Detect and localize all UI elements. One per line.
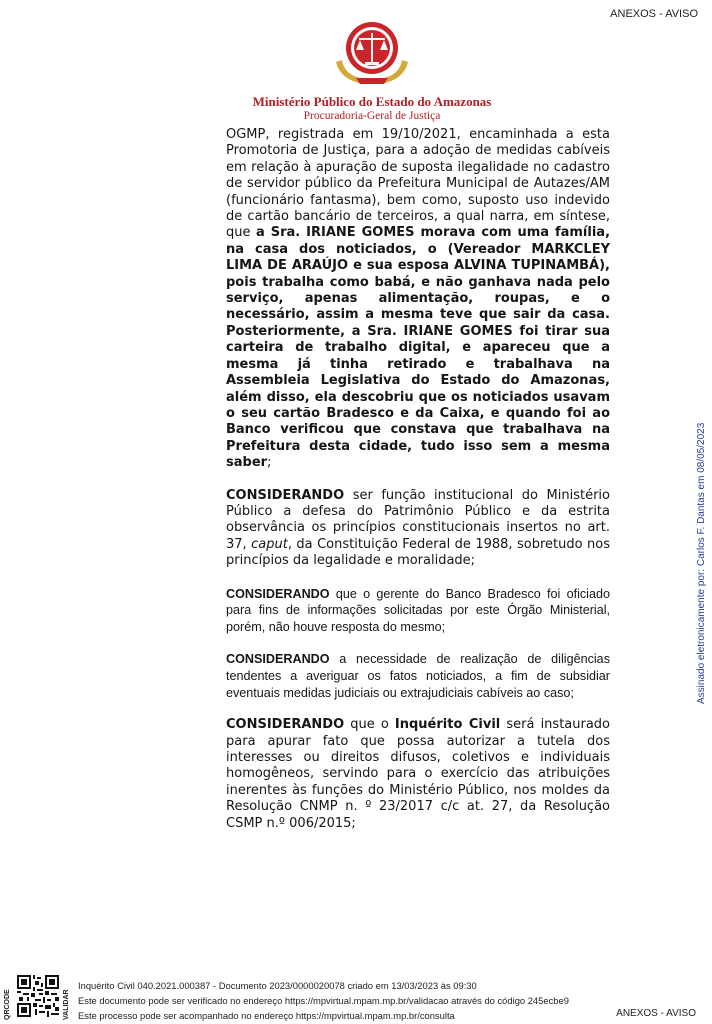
institution-name: Ministério Público do Estado do Amazonas xyxy=(252,94,492,109)
considerando-text: que o xyxy=(344,717,395,733)
intro-text: OGMP, registrada em 19/10/2021, encaminhada a esta Promotoria de Justiça, para a adoção de medidas cabíveis em relação à apuração de suposta ilegalidade no cadastro de servidor público da Prefeitura Municipal de Autazes/AM (funcionário fantasma), bem como, suposto uso indevido de cartão bancário de terceiros, a qual narra, em síntese, que xyxy=(226,127,610,241)
intro-end-text: ; xyxy=(267,455,272,471)
considerando-lead: CONSIDERANDO xyxy=(226,652,330,667)
document-body xyxy=(226,127,610,832)
considerando-italic: caput xyxy=(251,536,288,552)
qr-code-icon[interactable] xyxy=(17,975,59,1017)
considerando-bold: Inquérito Civil xyxy=(394,717,501,733)
considerando-lead: CONSIDERANDO xyxy=(226,487,345,503)
department-name: Procuradoria-Geral de Justiça xyxy=(303,110,441,122)
considerando-text: ser função institucional do Ministério Público a defesa do Patrimônio Público e da estrita observância os princípios constitucionais insertos no art. 37, xyxy=(226,487,610,552)
footer-validation-link[interactable]: Este documento pode ser verificado no endereço https://mpvirtual.mpam.mp.br/validacao através do código 245ecbe9 xyxy=(78,995,569,1006)
considerando-2 xyxy=(226,586,610,636)
institution-seal-icon xyxy=(330,18,414,88)
considerando-3 xyxy=(226,651,610,701)
footer xyxy=(78,978,688,1023)
considerando-lead: CONSIDERANDO xyxy=(226,586,330,601)
qr-label-right: VALIDAR xyxy=(63,989,70,1020)
considerando-text: a necessidade de realização de diligências tendentes a averiguar os fatos noticiados, a fim de subsidiar eventuais medidas judiciais ou extrajudiciais cabíveis ao caso; xyxy=(226,652,610,700)
intro-paragraph xyxy=(226,127,610,472)
top-right-label: ANEXOS - AVISO xyxy=(610,8,698,20)
page-mark: ANEXOS - AVISO xyxy=(616,1008,696,1019)
considerando-lead: CONSIDERANDO xyxy=(226,717,345,733)
footer-document-info: Inquérito Civil 040.2021.000387 - Documento 2023/0000020078 criado em 13/03/2023 às 09:30 xyxy=(78,980,477,991)
considerando-4 xyxy=(226,717,610,832)
considerando-text: que o gerente do Banco Bradesco foi oficiado para fins de informações solicitadas por este Órgão Ministerial, porém, não houve resposta do mesmo; xyxy=(226,586,610,634)
considerando-text-end: será instaurado para apurar fato que possa autorizar a tutela dos interesses ou direitos difusos, coletivos e individuais homogêneos, servindo para o exercício das atribuições inerentes às funções do Ministério Público, nos moldes da Resolução CNMP n. º 23/2017 c/c at. 27, da Resolução CSMP n.º 006/2015; xyxy=(226,717,611,831)
footer-tracking-link[interactable]: Este processo pode ser acompanhado no endereço https://mpvirtual.mpam.mp.br/consulta xyxy=(78,1010,455,1021)
considerando-text-end: , da Constituição Federal de 1988, sobretudo nos princípios da legalidade e moralidade; xyxy=(226,536,610,569)
electronic-signature: Assinado eletronicamente por: Carlos F. Dantas em 08/05/2023 xyxy=(696,422,707,704)
considerando-1 xyxy=(226,488,610,570)
qr-label-left: QRCODE xyxy=(4,989,11,1020)
intro-bold-text: a Sra. IRIANE GOMES morava com uma família, na casa dos noticiados, o (Vereador MARKCLEY LIMA DE ARAÚJO e sua esposa ALVINA TUPINAMBÁ), pois trabalha como babá, e não ganhava nada pelo serviço, apenas alimentação, roupas, e o necessário, assim a mesma teve que sair da casa. Posteriormente, a Sra. IRIANE GOMES foi tirar sua carteira de trabalho digital, e apareceu que a mesma já tinha retirado e trabalhava na Assembleia Legislativa do Estado do Amazonas, além disso, ela descobriu que os noticiados usavam o seu cartão Bradesco e da Caixa, e quando foi ao Banco verificou que constava que trabalhava na Prefeitura desta cidade, tudo isso sem a mesma saber xyxy=(226,225,611,471)
